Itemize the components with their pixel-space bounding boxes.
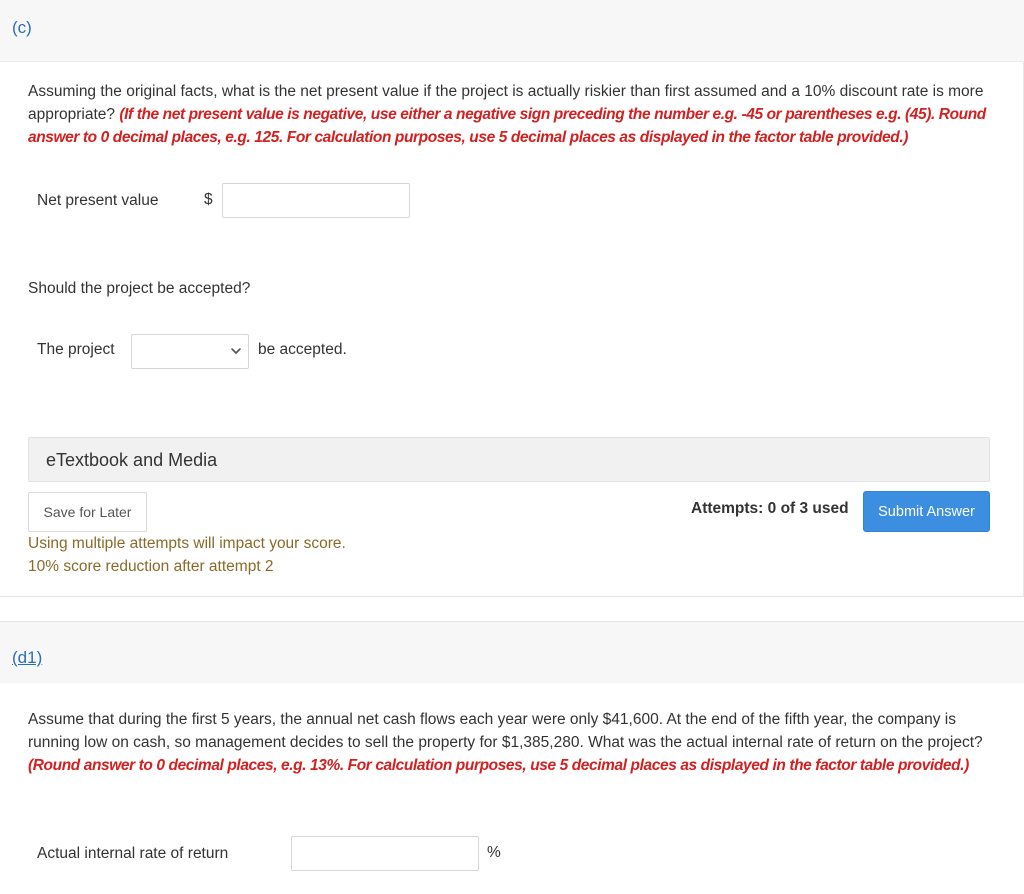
part-d1-question bbox=[28, 708, 988, 777]
part-d1-question-text: Assume that during the first 5 years, the annual net cash flows each year were only $41,600. At the end of the fifth year, the company is running low on cash, so management decides to sell the property for $1,385,280. What was the actual internal rate of return on the project? bbox=[28, 711, 983, 751]
part-c-question-text: Assuming the original facts, what is the net present value if the project is actually riskier than first assumed and a 10% discount rate is more appropriate? bbox=[28, 83, 984, 123]
part-c-label[interactable]: (c) bbox=[12, 18, 32, 37]
project-suffix: be accepted. bbox=[258, 341, 347, 358]
attempts-warning: Using multiple attempts will impact your score. bbox=[28, 535, 346, 552]
section-divider bbox=[0, 596, 1024, 597]
irr-label: Actual internal rate of return bbox=[37, 845, 229, 862]
chevron-down-icon bbox=[230, 345, 242, 357]
part-d1-header bbox=[0, 621, 1024, 683]
part-c-instruction: (If the net present value is negative, use either a negative sign preceding the number e.g. -45 or parentheses e.g. (45). Round answer to 0 decimal places, e.g. 125. For calculation purposes, use 5 decimal places as displayed in the factor table provided.) bbox=[28, 106, 986, 146]
part-c-header bbox=[0, 0, 1024, 62]
etextbook-media-bar[interactable] bbox=[28, 437, 990, 482]
part-c-question bbox=[28, 80, 988, 149]
npv-input[interactable] bbox=[222, 183, 410, 218]
project-prefix: The project bbox=[37, 341, 115, 358]
submit-answer-button[interactable]: Submit Answer bbox=[863, 491, 990, 532]
part-d1-label[interactable]: (d1) bbox=[12, 648, 43, 667]
irr-input[interactable] bbox=[291, 836, 479, 871]
part-d1-instruction: (Round answer to 0 decimal places, e.g. 13%. For calculation purposes, use 5 decimal places as displayed in the factor table provided.) bbox=[28, 757, 969, 774]
percent-symbol: % bbox=[487, 844, 501, 861]
npv-label: Net present value bbox=[37, 192, 159, 209]
score-reduction-note: 10% score reduction after attempt 2 bbox=[28, 558, 274, 575]
attempts-counter: Attempts: 0 of 3 used bbox=[691, 500, 849, 517]
save-for-later-button[interactable]: Save for Later bbox=[28, 492, 147, 532]
project-accept-select[interactable] bbox=[131, 334, 249, 369]
accept-question: Should the project be accepted? bbox=[28, 280, 251, 297]
currency-symbol: $ bbox=[204, 191, 213, 208]
etextbook-media-label: eTextbook and Media bbox=[46, 450, 218, 470]
